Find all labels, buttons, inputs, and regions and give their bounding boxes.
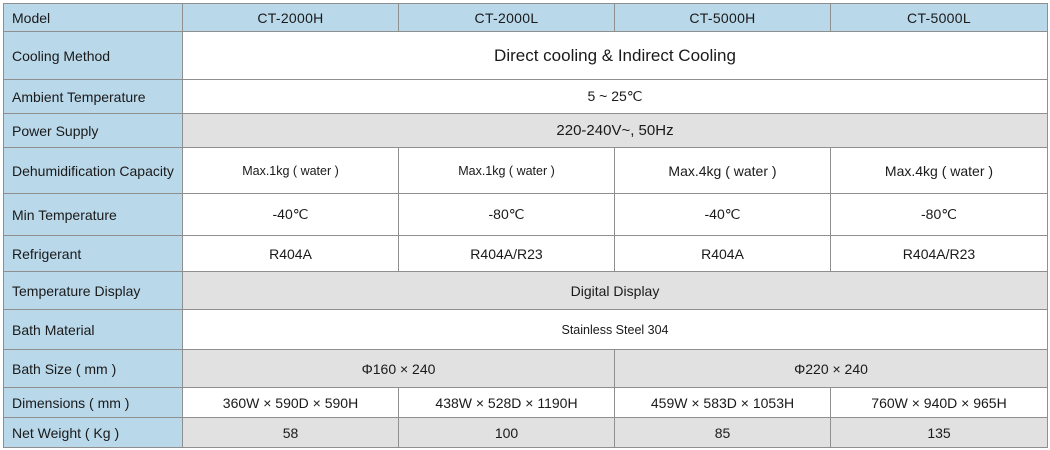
dimensions-label: Dimensions ( mm ): [4, 388, 183, 418]
model-ct-2000h: CT-2000H: [183, 4, 399, 32]
dehumidification-label: Dehumidification Capacity: [4, 148, 183, 194]
min-temperature-row: [4, 194, 1048, 236]
min-temperature-value: -80℃: [399, 194, 615, 236]
bath-material-row: [4, 310, 1048, 350]
net-weight-value: 58: [183, 418, 399, 448]
header-row: [4, 4, 1048, 32]
min-temperature-value: -40℃: [183, 194, 399, 236]
net-weight-value: 85: [615, 418, 831, 448]
bath-size-label: Bath Size ( mm ): [4, 350, 183, 388]
refrigerant-value: R404A: [615, 236, 831, 272]
net-weight-value: 135: [831, 418, 1048, 448]
dehumidification-value: Max.1kg ( water ): [399, 148, 615, 194]
model-ct-5000l: CT-5000L: [831, 4, 1048, 32]
ambient-temperature-value: 5 ~ 25℃: [183, 80, 1048, 114]
power-supply-row: [4, 114, 1048, 148]
refrigerant-value: R404A: [183, 236, 399, 272]
power-supply-label: Power Supply: [4, 114, 183, 148]
temperature-display-value: Digital Display: [183, 272, 1048, 310]
dehumidification-value: Max.1kg ( water ): [183, 148, 399, 194]
cooling-method-value: Direct cooling & Indirect Cooling: [183, 32, 1048, 80]
bath-material-label: Bath Material: [4, 310, 183, 350]
dimensions-row: [4, 388, 1048, 418]
bath-size-value: Φ160 × 240: [183, 350, 615, 388]
refrigerant-value: R404A/R23: [399, 236, 615, 272]
dehumidification-row: [4, 148, 1048, 194]
bath-size-value: Φ220 × 240: [615, 350, 1048, 388]
bath-material-value: Stainless Steel 304: [183, 310, 1048, 350]
min-temperature-label: Min Temperature: [4, 194, 183, 236]
refrigerant-row: [4, 236, 1048, 272]
model-label: Model: [4, 4, 183, 32]
min-temperature-value: -80℃: [831, 194, 1048, 236]
dimensions-value: 760W × 940D × 965H: [831, 388, 1048, 418]
refrigerant-value: R404A/R23: [831, 236, 1048, 272]
dehumidification-value: Max.4kg ( water ): [831, 148, 1048, 194]
model-ct-2000l: CT-2000L: [399, 4, 615, 32]
dehumidification-value: Max.4kg ( water ): [615, 148, 831, 194]
dimensions-value: 438W × 528D × 1190H: [399, 388, 615, 418]
min-temperature-value: -40℃: [615, 194, 831, 236]
temperature-display-row: [4, 272, 1048, 310]
temperature-display-label: Temperature Display: [4, 272, 183, 310]
ambient-temperature-label: Ambient Temperature: [4, 80, 183, 114]
cooling-method-row: [4, 32, 1048, 80]
model-ct-5000h: CT-5000H: [615, 4, 831, 32]
net-weight-row: [4, 418, 1048, 448]
dimensions-value: 360W × 590D × 590H: [183, 388, 399, 418]
dimensions-value: 459W × 583D × 1053H: [615, 388, 831, 418]
net-weight-label: Net Weight ( Kg ): [4, 418, 183, 448]
net-weight-value: 100: [399, 418, 615, 448]
bath-size-row: [4, 350, 1048, 388]
refrigerant-label: Refrigerant: [4, 236, 183, 272]
ambient-temperature-row: [4, 80, 1048, 114]
cooling-method-label: Cooling Method: [4, 32, 183, 80]
power-supply-value: 220-240V~, 50Hz: [183, 114, 1048, 148]
specification-table: [3, 3, 1048, 448]
